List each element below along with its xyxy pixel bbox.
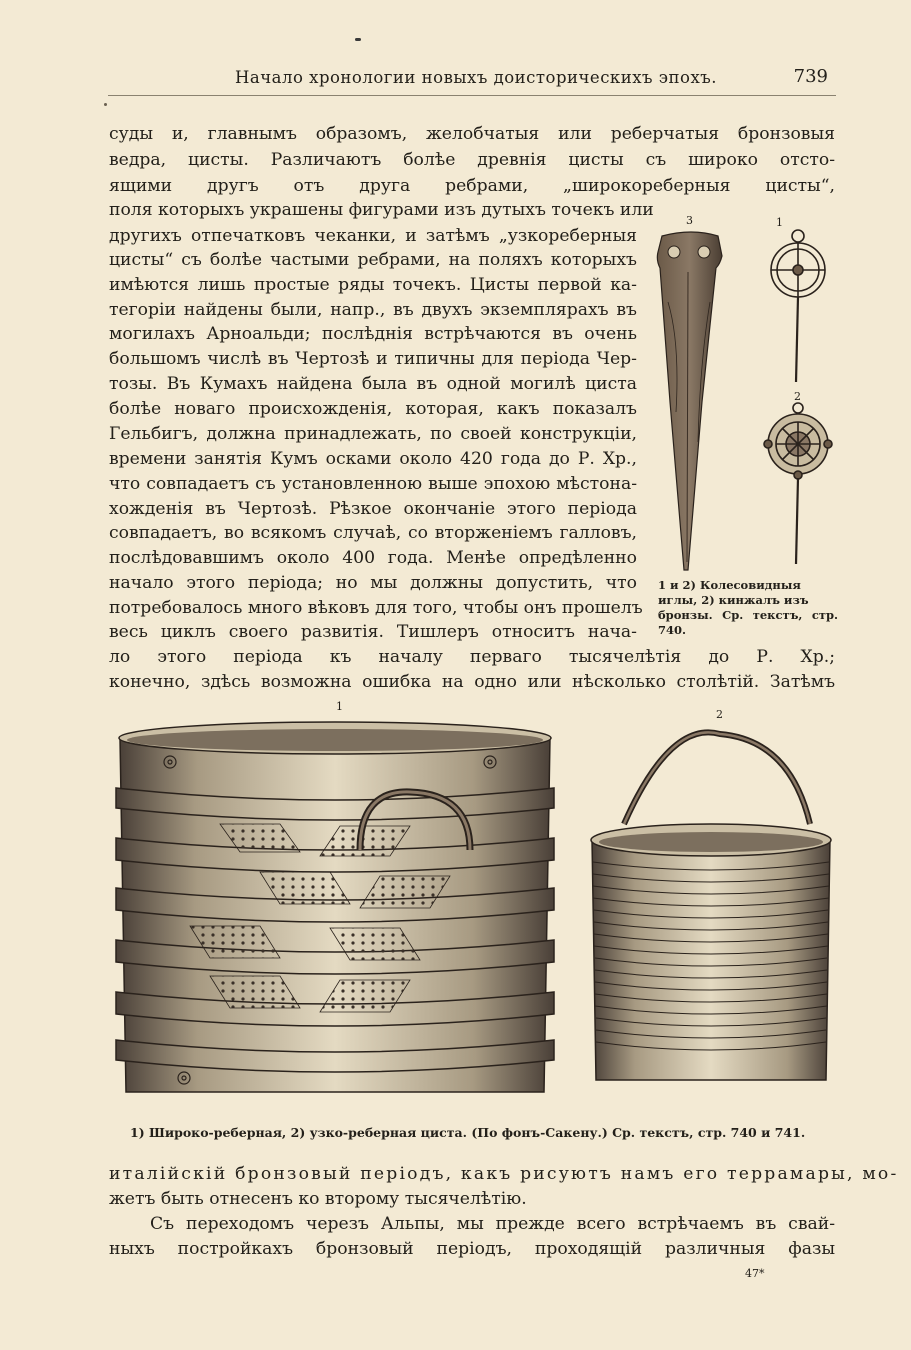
wheel-pin-2 — [764, 403, 832, 564]
text-line: Съ переходомъ черезъ Альпы, мы прежде всего встрѣчаемъ въ свай- — [150, 1214, 835, 1234]
text-line: что совпадаетъ съ установленною выше эпохою мѣстона- — [109, 474, 637, 494]
figure-caption-bottom: 1) Широко-реберная, 2) узко-реберная циста. (По фонъ-Сакену.) Ср. текстъ, стр. 740 и 741. — [130, 1125, 806, 1140]
figure-label: 2 — [794, 390, 801, 403]
text-line: потребовалось много вѣковъ для того, чтобы онъ прошелъ — [109, 598, 643, 618]
narrow-ribbed-cista — [591, 732, 831, 1080]
wheel-pin-1 — [771, 230, 825, 382]
text-line: послѣдовавшимъ около 400 года. Менѣе опредѣленно — [109, 548, 637, 568]
text-line: суды и, главнымъ образомъ, желобчатыя или реберчатыя бронзовыя — [109, 124, 835, 144]
text-line: болѣе новаго происхожденія, которая, какъ показалъ — [109, 399, 637, 419]
text-line: жетъ быть отнесенъ ко второму тысячелѣтію. — [109, 1189, 527, 1209]
text-line: конечно, здѣсь возможна ошибка на одно или нѣсколько столѣтій. Затѣмъ — [109, 672, 835, 692]
figure-cistae — [110, 700, 840, 1105]
running-header — [110, 66, 840, 96]
figure-caption-top — [658, 578, 838, 638]
figure-label: 2 — [716, 708, 723, 721]
text-line: поля которыхъ украшены фигурами изъ дутыхъ точекъ или — [109, 200, 654, 220]
figure-dagger-and-pins — [640, 212, 840, 587]
text-line: большомъ числѣ въ Чертозѣ и типичны для періода Чер- — [109, 349, 637, 369]
header-rule — [108, 95, 836, 96]
text-line: начало этого періода; но мы должны допустить, что — [109, 573, 637, 593]
text-line: ныхъ постройкахъ бронзовый періодъ, проходящій различныя фазы — [109, 1239, 835, 1259]
signature-mark: 47* — [745, 1267, 765, 1280]
caption-line: 1 и 2) Колесовидныя — [658, 578, 801, 592]
ink-dot — [104, 103, 107, 106]
figure-label: 1 — [336, 700, 343, 713]
figure-label: 1 — [776, 216, 783, 229]
text-line: могилахъ Арноальди; послѣднія встрѣчаются въ очень — [109, 324, 637, 344]
page-number: 739 — [793, 66, 828, 87]
cistae-illustration — [110, 700, 840, 1105]
text-line: времени занятія Кумъ осками около 420 года до Р. Хр., — [109, 449, 637, 469]
caption-line: бронзы. Ср. текстъ, стр. 740. — [658, 608, 838, 637]
text-line: ведра, цисты. Различаютъ болѣе древнія цисты съ широко отсто- — [109, 150, 835, 170]
caption-line: иглы, 2) кинжалъ изъ — [658, 593, 809, 607]
ink-smudge — [355, 38, 361, 41]
dagger-drawing — [657, 232, 722, 570]
text-line: Гельбигъ, должна принадлежать, по своей конструкціи, — [109, 424, 637, 444]
text-line: тозы. Въ Кумахъ найдена была въ одной могилѣ циста — [109, 374, 637, 394]
broad-ribbed-cista — [116, 722, 554, 1092]
dagger-pins-illustration — [640, 212, 840, 587]
text-line: тегоріи найдены были, напр., въ двухъ экземплярахъ въ — [109, 300, 637, 320]
text-line: италійскій бронзовый періодъ, какъ рисуютъ намъ его террамары, мо- — [109, 1164, 899, 1184]
running-title: Начало хронологии новыхъ доисторическихъ эпохъ. — [235, 68, 718, 87]
text-line: другихъ отпечатковъ чеканки, и затѣмъ „узкореберныя — [109, 226, 637, 246]
text-line: ящими другъ отъ друга ребрами, „широкореберныя цисты“, — [109, 176, 835, 196]
text-line: хожденія въ Чертозѣ. Рѣзкое окончаніе этого періода — [109, 499, 637, 519]
text-line: имѣются лишь простые ряды точекъ. Цисты первой ка- — [109, 275, 637, 295]
text-line: цисты“ съ болѣе частыми ребрами, на поляхъ которыхъ — [109, 250, 637, 270]
text-line: совпадаетъ, во всякомъ случаѣ, со вторженіемъ галловъ, — [109, 523, 637, 543]
figure-label: 3 — [686, 214, 693, 227]
text-line: весь циклъ своего развитія. Тишлеръ относитъ нача- — [109, 622, 637, 642]
text-line: ло этого періода къ началу перваго тысячелѣтія до Р. Хр.; — [109, 647, 835, 667]
